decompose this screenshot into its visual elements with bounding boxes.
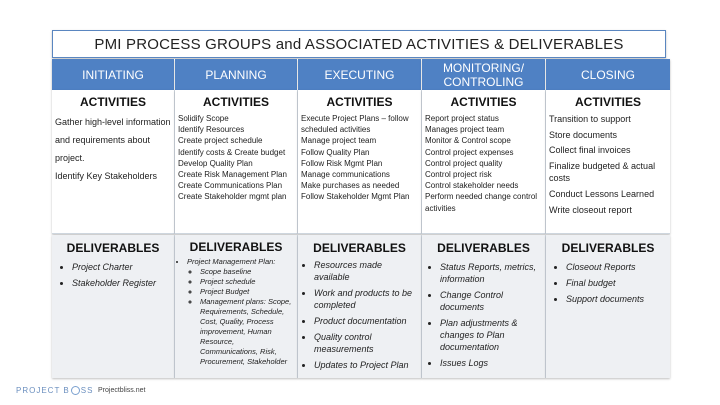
activity-item: Create Stakeholder mgmt plan [178, 192, 287, 202]
deliverable-item: • Updates to Project Plan [314, 359, 417, 371]
deliverable-item: • Change Control documents [440, 289, 541, 313]
phase-header-monitoring: MONITORING/ CONTROLING [422, 59, 546, 90]
activity-item: Collect final invoices [549, 145, 631, 156]
deliverable-item: • Closeout Reports [566, 261, 666, 273]
phase-header-executing: EXECUTING [298, 59, 422, 90]
activity-item: Transition to support [549, 114, 631, 124]
activity-item: Follow Stakeholder Mgmt Plan [301, 192, 410, 202]
site-url: Projectbliss.net [98, 387, 146, 394]
deliverables-heading: DELIVERABLES [313, 241, 406, 255]
activity-item: Write closeout report [549, 204, 632, 215]
activity-item: Follow Risk Mgmt Plan [301, 158, 383, 168]
deliverable-subitem: ◦ Management plans: Scope, Requirements, Schedule, Cost, Quality, Process improvement, Human Resource, Communications, Risk, Procurement, Stakeholder [200, 297, 293, 367]
deliverables-cell-initiating [52, 235, 175, 378]
deliverables-heading: DELIVERABLES [66, 241, 160, 255]
activity-item: Conduct Lessons Learned [549, 188, 655, 199]
deliverable-item-label: Project Management Plan: [187, 257, 276, 266]
activity-item: Develop Quality Plan [178, 158, 253, 168]
activity-item: Follow Quality Plan [301, 147, 370, 157]
deliverables-cell-executing [298, 235, 422, 378]
activity-item: Create Communications Plan [178, 181, 283, 191]
activity-item: Gather high-level information and requirements about project. [55, 117, 171, 163]
deliverables-heading: DELIVERABLES [437, 241, 530, 255]
activity-item: Identify costs & Create budget [178, 147, 286, 157]
activities-cell-planning [175, 90, 298, 234]
activity-item: Manage communications [301, 170, 390, 180]
phase-header-initiating: INITIATING [52, 59, 175, 90]
activities-heading: ACTIVITIES [574, 95, 641, 109]
activity-item: Manages project team [425, 125, 505, 135]
deliverable-item: • Final budget [566, 277, 666, 289]
deliverable-item: • Status Reports, metrics, information [440, 261, 541, 285]
deliverables-cell-closing [546, 235, 670, 378]
deliverable-item: • Work and products to be completed [314, 287, 417, 311]
deliverable-item: • Plan adjustments & changes to Plan documentation [440, 317, 541, 353]
deliverable-subitem: ◦ Scope baseline [200, 267, 293, 277]
deliverable-subitem: ◦ Project schedule [200, 277, 293, 287]
logo-ring-icon [71, 386, 80, 395]
activity-item: Control project quality [425, 158, 503, 168]
deliverables-cell-monitoring [422, 235, 546, 378]
deliverable-item: • Stakeholder Register [72, 277, 170, 289]
deliverables-heading: DELIVERABLES [561, 241, 655, 255]
activity-item: Identify Key Stakeholders [55, 171, 158, 181]
project-bliss-logo [16, 386, 93, 395]
activity-item: Make purchases as needed [301, 181, 400, 191]
activity-item: Monitor & Control scope [425, 136, 511, 146]
activities-heading: ACTIVITIES [79, 95, 146, 109]
page-title: PMI PROCESS GROUPS and ASSOCIATED ACTIVITIES & DELIVERABLES [52, 30, 666, 58]
activity-item: Report project status [425, 114, 499, 123]
activity-item: Finalize budgeted & actual costs [549, 160, 656, 184]
activity-item: Create Risk Management Plan [178, 170, 287, 180]
logo-text-left: PROJECT B [16, 386, 70, 395]
activity-item: Control project risk [425, 170, 492, 180]
phase-header-closing: CLOSING [546, 59, 670, 90]
activity-item: Manage project team [301, 136, 377, 146]
deliverable-item: • Resources made available [314, 259, 417, 283]
deliverables-heading: DELIVERABLES [189, 240, 283, 254]
deliverable-item: • Support documents [566, 293, 666, 305]
deliverable-item [187, 257, 293, 367]
activities-heading: ACTIVITIES [326, 95, 393, 109]
deliverables-cell-planning [175, 235, 298, 378]
activity-item: Identify Resources [178, 125, 245, 135]
activity-item: Store documents [549, 129, 618, 140]
activity-item: Control stakeholder needs [425, 181, 519, 191]
activity-item: Perform needed change control activities [425, 192, 538, 213]
phase-header-planning: PLANNING [175, 59, 298, 90]
logo-text-right: SS [80, 386, 94, 395]
activities-cell-closing [546, 90, 670, 234]
activities-heading: ACTIVITIES [450, 95, 517, 109]
deliverable-subitem: ◦ Project Budget [200, 287, 293, 297]
activities-cell-initiating [52, 90, 175, 234]
activities-cell-executing [298, 90, 422, 234]
activities-heading: ACTIVITIES [202, 95, 269, 109]
deliverable-item: • Quality control measurements [314, 331, 417, 355]
deliverable-item: • Issues Logs [440, 357, 541, 369]
activity-item: Execute Project Plans – follow scheduled activities [301, 114, 409, 135]
activity-item: Create project schedule [178, 136, 263, 146]
deliverable-item: • Product documentation [314, 315, 417, 327]
activity-item: Control project expenses [425, 147, 514, 157]
activities-cell-monitoring [422, 90, 546, 234]
activity-item: Solidify Scope [178, 114, 229, 123]
deliverable-item: • Project Charter [72, 261, 170, 273]
